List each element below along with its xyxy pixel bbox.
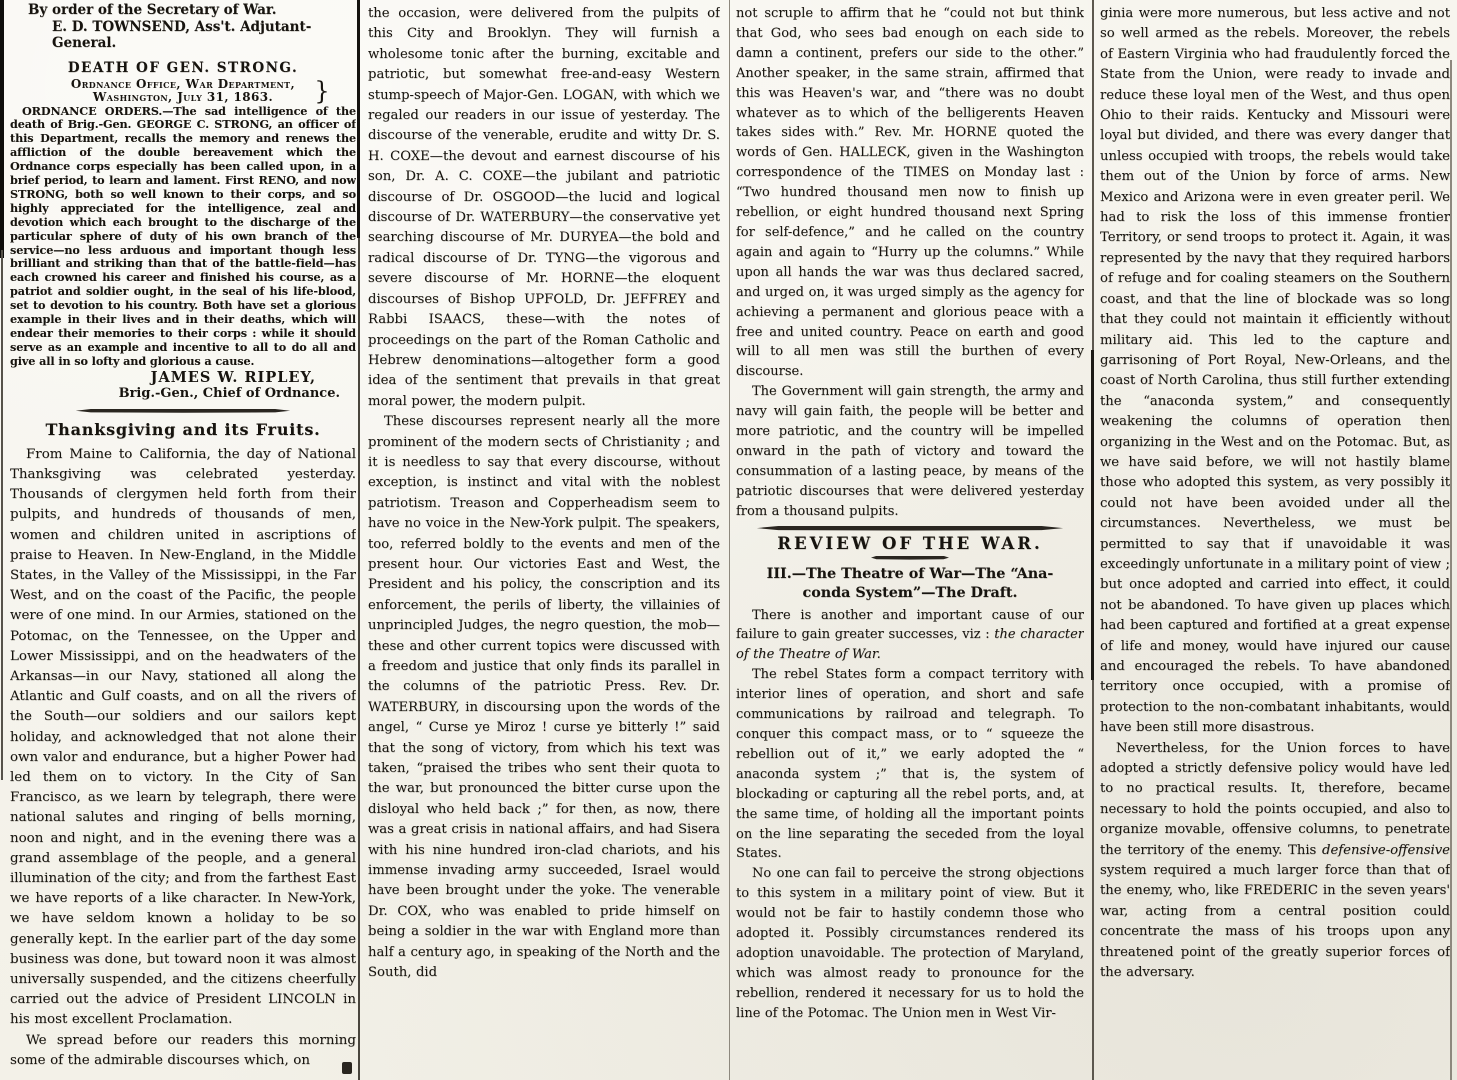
article2-paragraph-3: These discourses represent nearly all the more prominent of the modern sects of Christianity ; and it is needless to say that every discourse, without exception, is instinct and vital with the noblest patriotism. Treason and Copperheadism seem to have no voice in the New-York pulpit. The speakers, too, referred boldly to the events and men of the present hour. Our victories East and West, the President and his policy, the conscription and its enforcement, the perils of liberty, the villainies of unprincipled Judges, the negro question, the mob—these and other current topics were discussed with a freedom and justice that only finds its parallel in the columns of the patriotic Press. Rev. Dr. WATERBURY, in discoursing upon the words of the angel, “ Curse ye Miroz ! curse ye bitterly !” said that the song of victory, from which his text was taken, “praised the tribes who sent their quota to the war, but pronounced the bitter curse upon the disloyal who held back ;” for then, as now, there was a great crisis in national affairs, and had Sisera with his nine hundred iron-clad chariots, and his immense invading army succeeded, Israel would have been brought under the yoke. The venerable Dr. COX, who was enabled to pride himself on being a soldier in the war with England more than half a century ago, in speaking of the North and the South, did	[368, 414, 720, 981]
scan-edge-left-line	[1, 250, 3, 780]
article1-body: ORDNANCE ORDERS.—The sad intelligence of the death of Brig.-Gen. GEORGE C. STRONG, an officer of this Department, recalls the memory and renews the affliction of the double bereavement which the Ordnance corps especially has been called upon, in a brief period, to learn and lament. First RENO, and now STRONG, both so well known to their corps, and so highly appreciated for the intelligence, zeal and devotion which each brought to the discharge of the particular sphere of duty of his own branch of the service—no less arduous and important though less brilliant and striking than that of the battle-field—has each crowned his career and finished his course, as a patriot and soldier ought, in the seal of his life-blood, set to devotion to his country. Both have set a glorious example in their lives and in their deaths, which will endear their memories to their corps : while it should serve as an example and incentive to all to do all and give all in so lofty and glorious a cause.	[10, 103, 356, 368]
column-2	[368, 0, 720, 1080]
article3-paragraph-4-italic: defensive-offensive	[1322, 842, 1450, 858]
article3-subhead-line-2: conda System”—The Draft.	[802, 584, 1018, 601]
byline-line-1: By order of the Secretary of War.	[28, 2, 277, 18]
article2-paragraph-4: The Government will gain strength, the army and navy will gain faith, the people will be better and more patriotic, and the country will be impelled onward in the path of victory and toward the consummation of a lasting peace, by means of the patriotic discourses that were delivered yesterday from a thousand pulpits.	[736, 384, 1084, 519]
article3-paragraph-1-text: There is another and important cause of our failure to gain greater successes, viz :	[736, 607, 1084, 643]
column-3	[736, 0, 1084, 1080]
signature-title: Brig.-Gen., Chief of Ordnance.	[118, 385, 340, 401]
article3-headline: REVIEW OF THE WAR.	[777, 533, 1043, 553]
scan-edge-left-bar	[0, 0, 4, 258]
dateline-line-1: Ordnance Office, War Department,	[70, 76, 296, 91]
column-rule-1-dark-cap	[357, 0, 360, 238]
column-rule-2	[729, 0, 730, 1080]
byline-line-2: E. D. TOWNSEND, Ass't. Adjutant-General.	[52, 18, 312, 51]
section-divider-rule	[76, 409, 291, 413]
article2-paragraph-3-continued: not scruple to affirm that he “could not but think that God, who sees bad enough on each side to damn a continent, prefers our side to the other.” Another speaker, in the same strain, affirmed that this was Heaven's war, and “there was no doubt whatever as to which of the belligerents Heaven takes sides with.” Rev. Mr. HORNE quoted the words of Gen. HALLECK, given in the Washington correspondence of the TIMES on Monday last : “Two hundred thousand men now to finish up rebellion, or eight hundred thousand next Spring for self-defence,” and he called on the country again and again to “Hurry up the columns.” While upon all hands the war was thus declared sacred, and urged on, it was urged simply as the agency for achieving a permanent and glorious peace with a free and united country. Peace on earth and good will to all men was still the burthen of every discourse.	[736, 6, 1084, 380]
article3-paragraph-1-italic: the character of the Theatre of War.	[736, 627, 1084, 663]
article1-body-block	[10, 105, 356, 369]
dateline-brace: }	[314, 75, 330, 106]
article1-headline: DEATH OF GEN. STRONG.	[67, 59, 299, 76]
column-4	[1100, 0, 1450, 1080]
article2-paragraph-2-continued: the occasion, were delivered from the pulpits of this City and Brooklyn. They will furnish a wholesome tonic after the burning, excitable and patriotic, but somewhat free-and-easy Western stump-speech of Major-Gen. LOGAN, with which we regaled our readers in our issue of yesterday. The discourse of the venerable, erudite and witty Dr. S. H. COXE—the devout and earnest discourse of his son, Dr. A. C. COXE—the jubilant and patriotic discourse of Dr. OSGOOD—the lucid and logical discourse of Dr. WATERBURY—the conservative yet searching discourse of Mr. DURYEA—the bold and radical discourse of Dr. TYNG—the vigorous and severe discourse of Mr. HORNE—the eloquent discourses of Bishop UPFOLD, Dr. JEFFREY and Rabbi ISAACS, these—with the notes of proceedings on the part of the Roman Catholic and Hebrew denominations—altogether form a good idea of the sentiment that prevails in that great moral power, the modern pulpit.	[368, 6, 720, 409]
article3-paragraph-1	[736, 606, 1084, 666]
column-1	[10, 0, 356, 1080]
article2-paragraph-1: From Maine to California, the day of National Thanksgiving was celebrated yesterday. Thousands of clergymen held forth from their pulpits, and hundreds of thousands of men, women and children united in ascriptions of praise to Heaven. In New-England, in the Middle States, in the Valley of the Mississippi, in the Far West, and on the coast of the Pacific, the people were of one mind. In our Armies, stationed on the Potomac, on the Tennessee, on the Upper and Lower Mississippi, and on the headwaters of the Arkansas—in our Navy, stationed all along the Atlantic and Gulf coasts, and on all the rivers of the South—our soldiers and our sailors kept holiday, and acknowledged that not alone their own valor and endurance, but a higher Power had led them on to victory. In the City of San Francisco, as we learn by telegraph, there were national salutes and ringing of bells morning, noon and night, and in the evening there was a grand assemblage of the people, and a general illumination of the city; and from the farthest East we have reports of a like character. In New-York, we have seldom known a holiday to be so generally kept. In the earlier part of the day some business was done, but toward noon it was almost universally suspended, and the citizens cheerfully carried out the advice of President LINCOLN in his most excellent Proclamation.	[10, 446, 356, 1028]
article1-dateline	[10, 75, 356, 106]
article3-subhead	[736, 565, 1084, 603]
article3-paragraph-3-continued: ginia were more numerous, but less active and not so well armed as the rebels. Moreover, the rebels of Eastern Virginia who had fraudulently forced the State from the Union, were ready to invade and reduce these loyal men of the West, and thus open Ohio to their raids. Kentucky and Missouri were loyal but divided, and there was every danger that unless occupied with troops, the rebels would take them out of the Union by force of arms. New Mexico and Arizona were in even greater peril. We had to risk the loss of this immense frontier Territory, or send troops to protect it. Again, it was represented by the navy that they required harbors of refuge and for coaling steamers on the Southern coast, and that the line of blockade was so long that they could not maintain it efficiently without military aid. This led to the capture and garrisoning of Port Royal, New-Orleans, and the coast of North Carolina, thus still further extending the “anaconda system,” and consequently weakening the columns of operation then organizing in the West and on the Potomac. But, as we have said before, we will not hastily blame those who adopted this system, as very possibly it could not have been avoided under all the circumstances. Nevertheless, we must be permitted to say that if unavoidable it was exceedingly unfortunate in a military point of view ; but once adopted and carried into effect, it could not be abandoned. To have given up places which had been captured and fortified at a great expense of life and money, would have injured our cause and encouraged the rebels. To have abandoned territory once occupied, with a promise of protection to the non-combatant inhabitants, would have been still more disastrous.	[1100, 6, 1450, 736]
article3-paragraph-2: The rebel States form a compact territory with interior lines of operation, and short and safe communications by railroad and telegraph. To conquer this compact mass, or to “ squeeze the rebellion out of it,” we early adopted the “ anaconda system ;” that is, the system of blockading or capturing all the rebel ports, and, at the same time, of holding all the important points on the line separating the seceded from the loyal States.	[736, 667, 1084, 862]
article3-paragraph-4-text-b: system required a much larger force than that of the enemy, who, like FREDERIC in the seven years' war, acting from a central position could concentrate the mass of his troops upon any threatened point of the greatly superior forces of the adversary.	[1100, 863, 1450, 981]
article3-paragraph-3: No one can fail to perceive the strong objections to this system in a military point of view. But it would not be fair to hastily condemn those who adopted it. Possibly circumstances rendered its adoption unavoidable. The protection of Maryland, which was almost ready to pronounce for the rebellion, rendered it necessary for us to hold the line of the Potomac. The Union men in West Vir-	[736, 866, 1084, 1021]
scan-edge-right-line	[1450, 60, 1452, 1080]
article2-body-block	[10, 445, 356, 1071]
dateline-line-2: Washington, July 31, 1863.	[92, 90, 274, 104]
signature-name: JAMES W. RIPLEY,	[150, 368, 316, 386]
headline-ornament-rule	[871, 556, 949, 560]
article2-paragraph-2: We spread before our readers this morning some of the admirable discourses which, on	[10, 1032, 356, 1068]
article3-paragraph-4	[1100, 739, 1450, 984]
article1-signature	[10, 369, 356, 402]
column-rule-3-dark-seg	[1091, 350, 1094, 680]
article3-subhead-line-1: III.—The Theatre of War—The “Ana-	[766, 565, 1054, 582]
article3-paragraph-4-text-a: Nevertheless, for the Union forces to have adopted a strictly defensive policy would have led to no practical results. It, therefore, became necessary to hold the points occupied, and also to organize movable, offensive columns, to penetrate the territory of the enemy. This	[1100, 740, 1450, 858]
byline-block	[10, 2, 356, 52]
section-divider-rule-wide	[757, 526, 1063, 531]
article2-headline: Thanksgiving and its Fruits.	[45, 419, 321, 439]
